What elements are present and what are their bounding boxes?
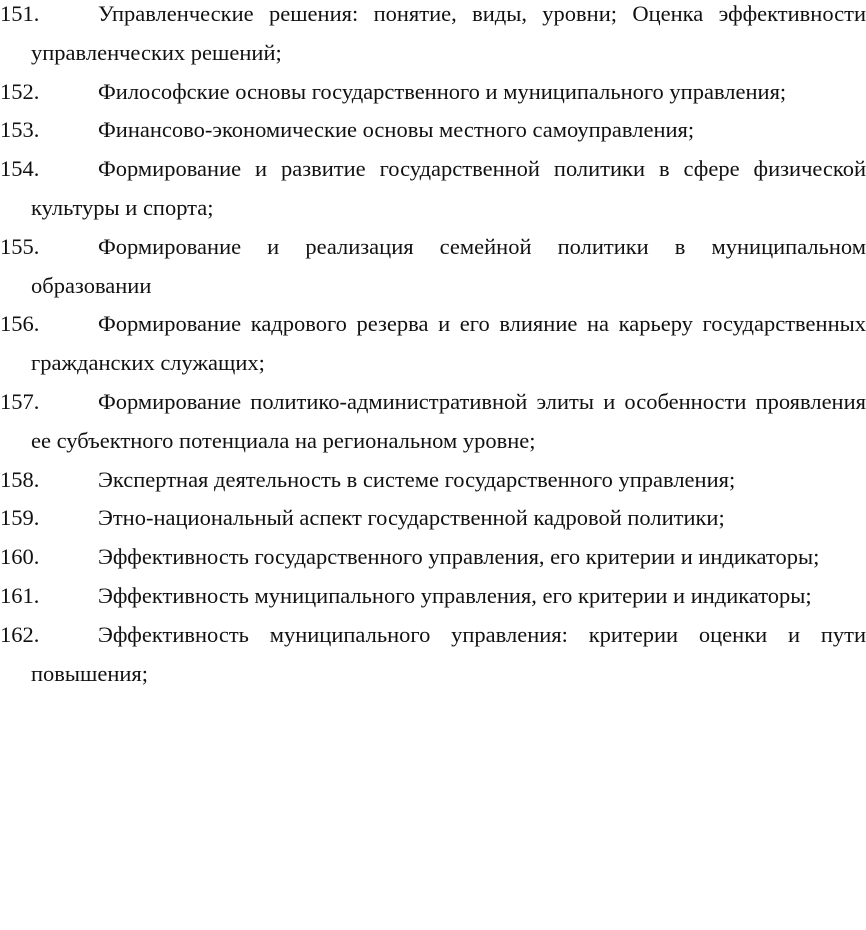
item-text: Философские основы государственного и муниципального управления;	[98, 78, 787, 104]
item-number: 158.	[0, 466, 40, 492]
list-item	[0, 461, 866, 500]
list-item	[0, 499, 866, 538]
list-item	[0, 73, 866, 112]
item-number: 161.	[0, 582, 40, 608]
list-item	[0, 228, 866, 306]
list-item	[0, 577, 866, 616]
item-text: Формирование политико-административной элиты и особенности проявления ее субъектного потенциала на региональном уровне;	[31, 388, 866, 453]
list-item	[0, 538, 866, 577]
item-number: 151.	[0, 1, 40, 26]
item-text: Финансово-экономические основы местного самоуправления;	[98, 117, 695, 143]
item-number: 159.	[0, 505, 40, 531]
item-text: Управленческие решения: понятие, виды, уровни; Оценка эффективности управленческих решений;	[31, 1, 866, 65]
item-text: Эффективность муниципального управления, его критерии и индикаторы;	[98, 582, 812, 608]
item-text: Формирование и реализация семейной политики в муниципальном образовании	[31, 233, 866, 298]
item-text: Экспертная деятельность в системе государственного управления;	[98, 466, 736, 492]
item-text: Формирование кадрового резерва и его влияние на карьеру государственных гражданских служащих;	[31, 311, 866, 376]
item-number: 160.	[0, 544, 40, 570]
list-item	[0, 150, 866, 228]
item-number: 156.	[0, 311, 40, 337]
item-text: Этно-национальный аспект государственной кадровой политики;	[98, 505, 725, 531]
item-text: Формирование и развитие государственной политики в сфере физической культуры и спорта;	[31, 156, 866, 220]
item-text: Эффективность государственного управления, его критерии и индикаторы;	[98, 544, 820, 570]
item-number: 154.	[0, 156, 40, 182]
list-item	[0, 383, 866, 461]
item-number: 155.	[0, 233, 40, 259]
item-number: 153.	[0, 117, 40, 143]
item-number: 152.	[0, 78, 40, 104]
item-text: Эффективность муниципального управления: критерии оценки и пути повышения;	[31, 621, 866, 686]
list-item	[0, 305, 866, 383]
list-item	[0, 616, 866, 694]
item-number: 162.	[0, 621, 40, 647]
list-item	[0, 111, 866, 150]
list-item	[0, 0, 866, 73]
item-number: 157.	[0, 388, 40, 414]
